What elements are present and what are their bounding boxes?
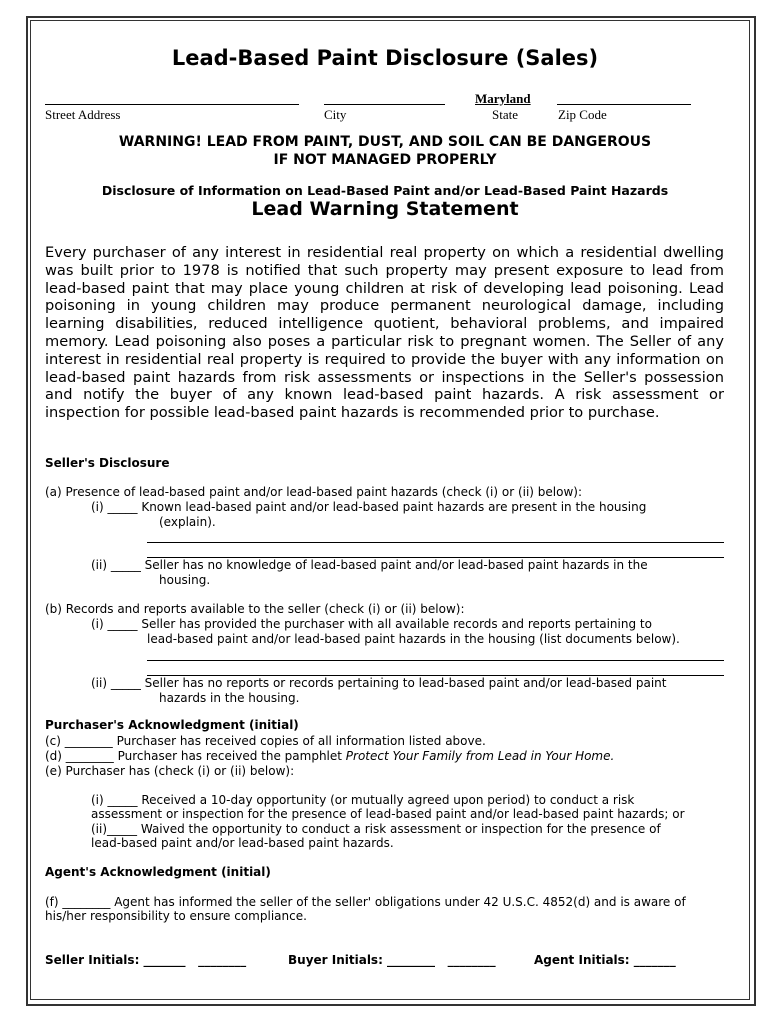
purchaser-e-ii-line2: lead-based paint and/or lead-based paint hazards.	[91, 836, 394, 850]
seller-b-intro: (b) Records and reports available to the seller (check (i) or (ii) below):	[45, 602, 465, 616]
seller-b-ii-line2: hazards in the housing.	[159, 691, 300, 705]
seller-a-i-line1[interactable]: (i) _____ Known lead-based paint and/or lead-based paint hazards are present in the housing	[91, 500, 647, 514]
agent-initials[interactable]: Agent Initials: _______	[534, 953, 676, 967]
warning-line-1: WARNING! LEAD FROM PAINT, DUST, AND SOIL CAN BE DANGEROUS	[118, 134, 652, 150]
seller-a-ii-line1[interactable]: (ii) _____ Seller has no knowledge of lead-based paint and/or lead-based paint hazards in the	[91, 558, 648, 572]
agents-acknowledgment-heading: Agent's Acknowledgment (initial)	[45, 865, 271, 879]
seller-b-ii-line1[interactable]: (ii) _____ Seller has no reports or records pertaining to lead-based paint and/or lead-based paint	[91, 676, 667, 690]
street-address-label: Street Address	[45, 107, 121, 122]
agent-f-line1[interactable]: (f) ________ Agent has informed the seller of the seller' obligations under 42 U.S.C. 4852(d) and is aware of	[45, 895, 686, 909]
purchasers-acknowledgment-heading: Purchaser's Acknowledgment (initial)	[45, 718, 299, 732]
purchaser-c[interactable]: (c) ________ Purchaser has received copies of all information listed above.	[45, 734, 486, 748]
seller-a-ii-line2: housing.	[159, 573, 211, 587]
purchaser-e-i-line2: assessment or inspection for the presence of lead-based paint and/or lead-based paint hazards; or	[91, 807, 685, 821]
city-field[interactable]	[324, 104, 445, 105]
purchaser-e-i-line1[interactable]: (i) _____ Received a 10-day opportunity (or mutually agreed upon period) to conduct a risk	[91, 793, 635, 807]
state-value: Maryland	[475, 91, 531, 106]
seller-b-i-line2: lead-based paint and/or lead-based paint hazards in the housing (list documents below).	[147, 632, 680, 646]
zip-code-field[interactable]	[557, 104, 691, 105]
zip-code-label: Zip Code	[558, 107, 607, 122]
purchaser-e-ii-line1[interactable]: (ii)_____ Waived the opportunity to conduct a risk assessment or inspection for the presence of	[91, 822, 661, 836]
pamphlet-title: Protect Your Family from Lead in Your Home.	[345, 749, 615, 763]
explain-line-1[interactable]	[147, 542, 724, 543]
documents-line-1[interactable]	[147, 660, 724, 661]
document-title: Lead-Based Paint Disclosure (Sales)	[171, 46, 599, 70]
seller-b-i-line1[interactable]: (i) _____ Seller has provided the purchaser with all available records and reports pertaining to	[91, 617, 652, 631]
buyer-initials[interactable]: Buyer Initials: ________ ________	[288, 953, 496, 967]
purchaser-d-text: (d) ________ Purchaser has received the pamphlet	[45, 749, 346, 763]
purchaser-e: (e) Purchaser has (check (i) or (ii) below):	[45, 764, 295, 778]
sellers-disclosure-heading: Seller's Disclosure	[45, 456, 170, 470]
lead-warning-title: Lead Warning Statement	[251, 198, 519, 220]
seller-a-intro: (a) Presence of lead-based paint and/or lead-based paint hazards (check (i) or (ii) below):	[45, 485, 583, 499]
lead-warning-text: Every purchaser of any interest in residential real property on which a residential dwelling was built prior to 1978 is notified that such property may present exposure to lead from lead-based paint that may place young children at risk of developing lead poisoning. Lead poisoning in young children may produce permanent neurological damage, including learning disabilities, reduced intelligence quotient, behavioral problems, and impaired memory. Lead poisoning also poses a particular risk to pregnant women. The Seller of any interest in residential real property is required to provide the buyer with any information on lead-based paint hazards from risk assessments or inspections in the Seller's possession and notify the buyer of any known lead-based paint hazards. A risk assessment or inspection for possible lead-based paint hazards is recommended prior to purchase.	[45, 244, 724, 422]
agent-f-line2: his/her responsibility to ensure compliance.	[45, 909, 307, 923]
seller-a-i-line2: (explain).	[159, 515, 216, 529]
warning-line-2: IF NOT MANAGED PROPERLY	[273, 152, 497, 168]
seller-initials[interactable]: Seller Initials: _______ ________	[45, 953, 247, 967]
city-label: City	[324, 107, 347, 122]
purchaser-d[interactable]	[45, 749, 614, 763]
disclosure-heading: Disclosure of Information on Lead-Based Paint and/or Lead-Based Paint Hazards	[101, 183, 669, 198]
street-address-field[interactable]	[45, 104, 299, 105]
state-label: State	[492, 107, 518, 122]
